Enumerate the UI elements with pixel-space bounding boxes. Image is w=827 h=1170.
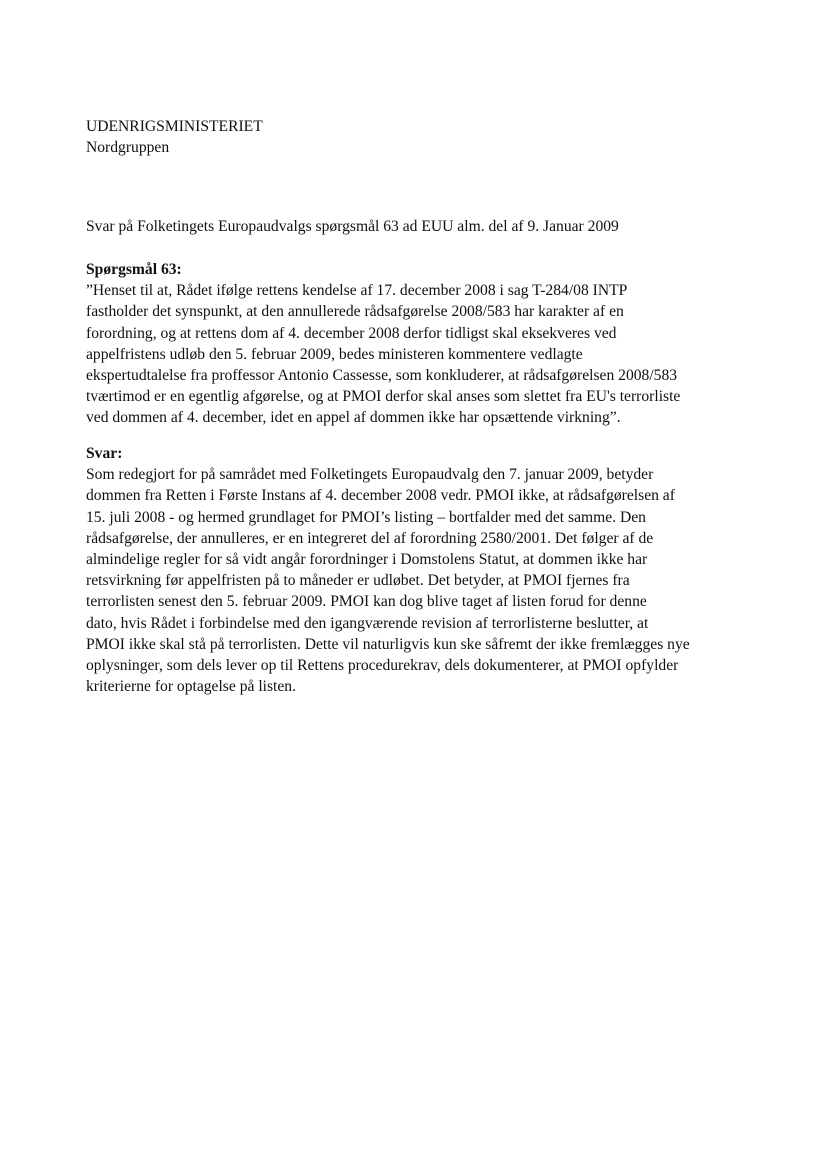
answer-line: oplysninger, som dels lever op til Rettens procedurekrav, dels dokumenterer, at PMOI opfylder — [86, 657, 679, 675]
subject-line: Svar på Folketingets Europaudvalgs spørgsmål 63 ad EUU alm. del af 9. Januar 2009 — [86, 218, 619, 235]
answer-line: almindelige regler for så vidt angår forordninger i Domstolens Statut, at dommen ikke har — [86, 551, 648, 569]
answer-line: dato, hvis Rådet i forbindelse med den igangværende revision af terrorlisterne beslutter, at — [86, 614, 649, 632]
answer-text — [86, 464, 768, 697]
question-line: appelfristens udløb den 5. februar 2009, bedes ministeren kommentere vedlagte — [86, 345, 583, 363]
question-line: tværtimod er en egentlig afgørelse, og at PMOI derfor skal anses som slettet fra EU's terrorliste — [86, 388, 681, 406]
answer-line: PMOI ikke skal stå på terrorlisten. Dette vil naturligvis kun ske såfremt der ikke fremlægges nye — [86, 635, 690, 653]
answer-line: rådsafgørelse, der annulleres, er en integreret del af forordning 2580/2001. Det følger af de — [86, 529, 654, 547]
question-text — [86, 280, 768, 428]
question-line: ved dommen af 4. december, idet en appel af dommen ikke har opsættende virkning”. — [86, 409, 621, 427]
answer-line: retsvirkning før appelfristen på to måneder er udløbet. Det betyder, at PMOI fjernes fra — [86, 572, 630, 590]
answer-heading: Svar: — [86, 445, 123, 462]
answer-line: dommen fra Retten i Første Instans af 4. december 2008 vedr. PMOI ikke, at rådsafgørelsen af — [86, 487, 675, 505]
question-line: fastholder det synspunkt, at den annullerede rådsafgørelse 2008/583 har karakter af en — [86, 303, 624, 321]
ministry-name: UDENRIGSMINISTERIET — [86, 118, 263, 135]
department-name: Nordgruppen — [86, 139, 170, 157]
question-line: ”Henset til at, Rådet ifølge rettens kendelse af 17. december 2008 i sag T-284/08 INTP — [86, 282, 628, 300]
question-section — [86, 259, 768, 429]
answer-line: kriterierne for optagelse på listen. — [86, 678, 296, 696]
answer-section — [86, 443, 768, 697]
answer-line: 15. juli 2008 - og hermed grundlaget for PMOI’s listing – bortfalder med det samme. Den — [86, 508, 646, 526]
question-line: ekspertudtalelse fra proffessor Antonio Cassesse, som konkluderer, at rådsafgørelsen 2008/583 — [86, 367, 678, 385]
answer-line: terrorlisten senest den 5. februar 2009. PMOI kan dog blive taget af listen forud for denne — [86, 593, 647, 611]
answer-line: Som redegjort for på samrådet med Folketingets Europaudvalg den 7. januar 2009, betyder — [86, 466, 654, 484]
question-heading: Spørgsmål 63: — [86, 261, 182, 278]
sender-block — [86, 116, 766, 158]
question-line: forordning, og at rettens dom af 4. december 2008 derfor tidligst skal eksekveres ved — [86, 324, 617, 342]
